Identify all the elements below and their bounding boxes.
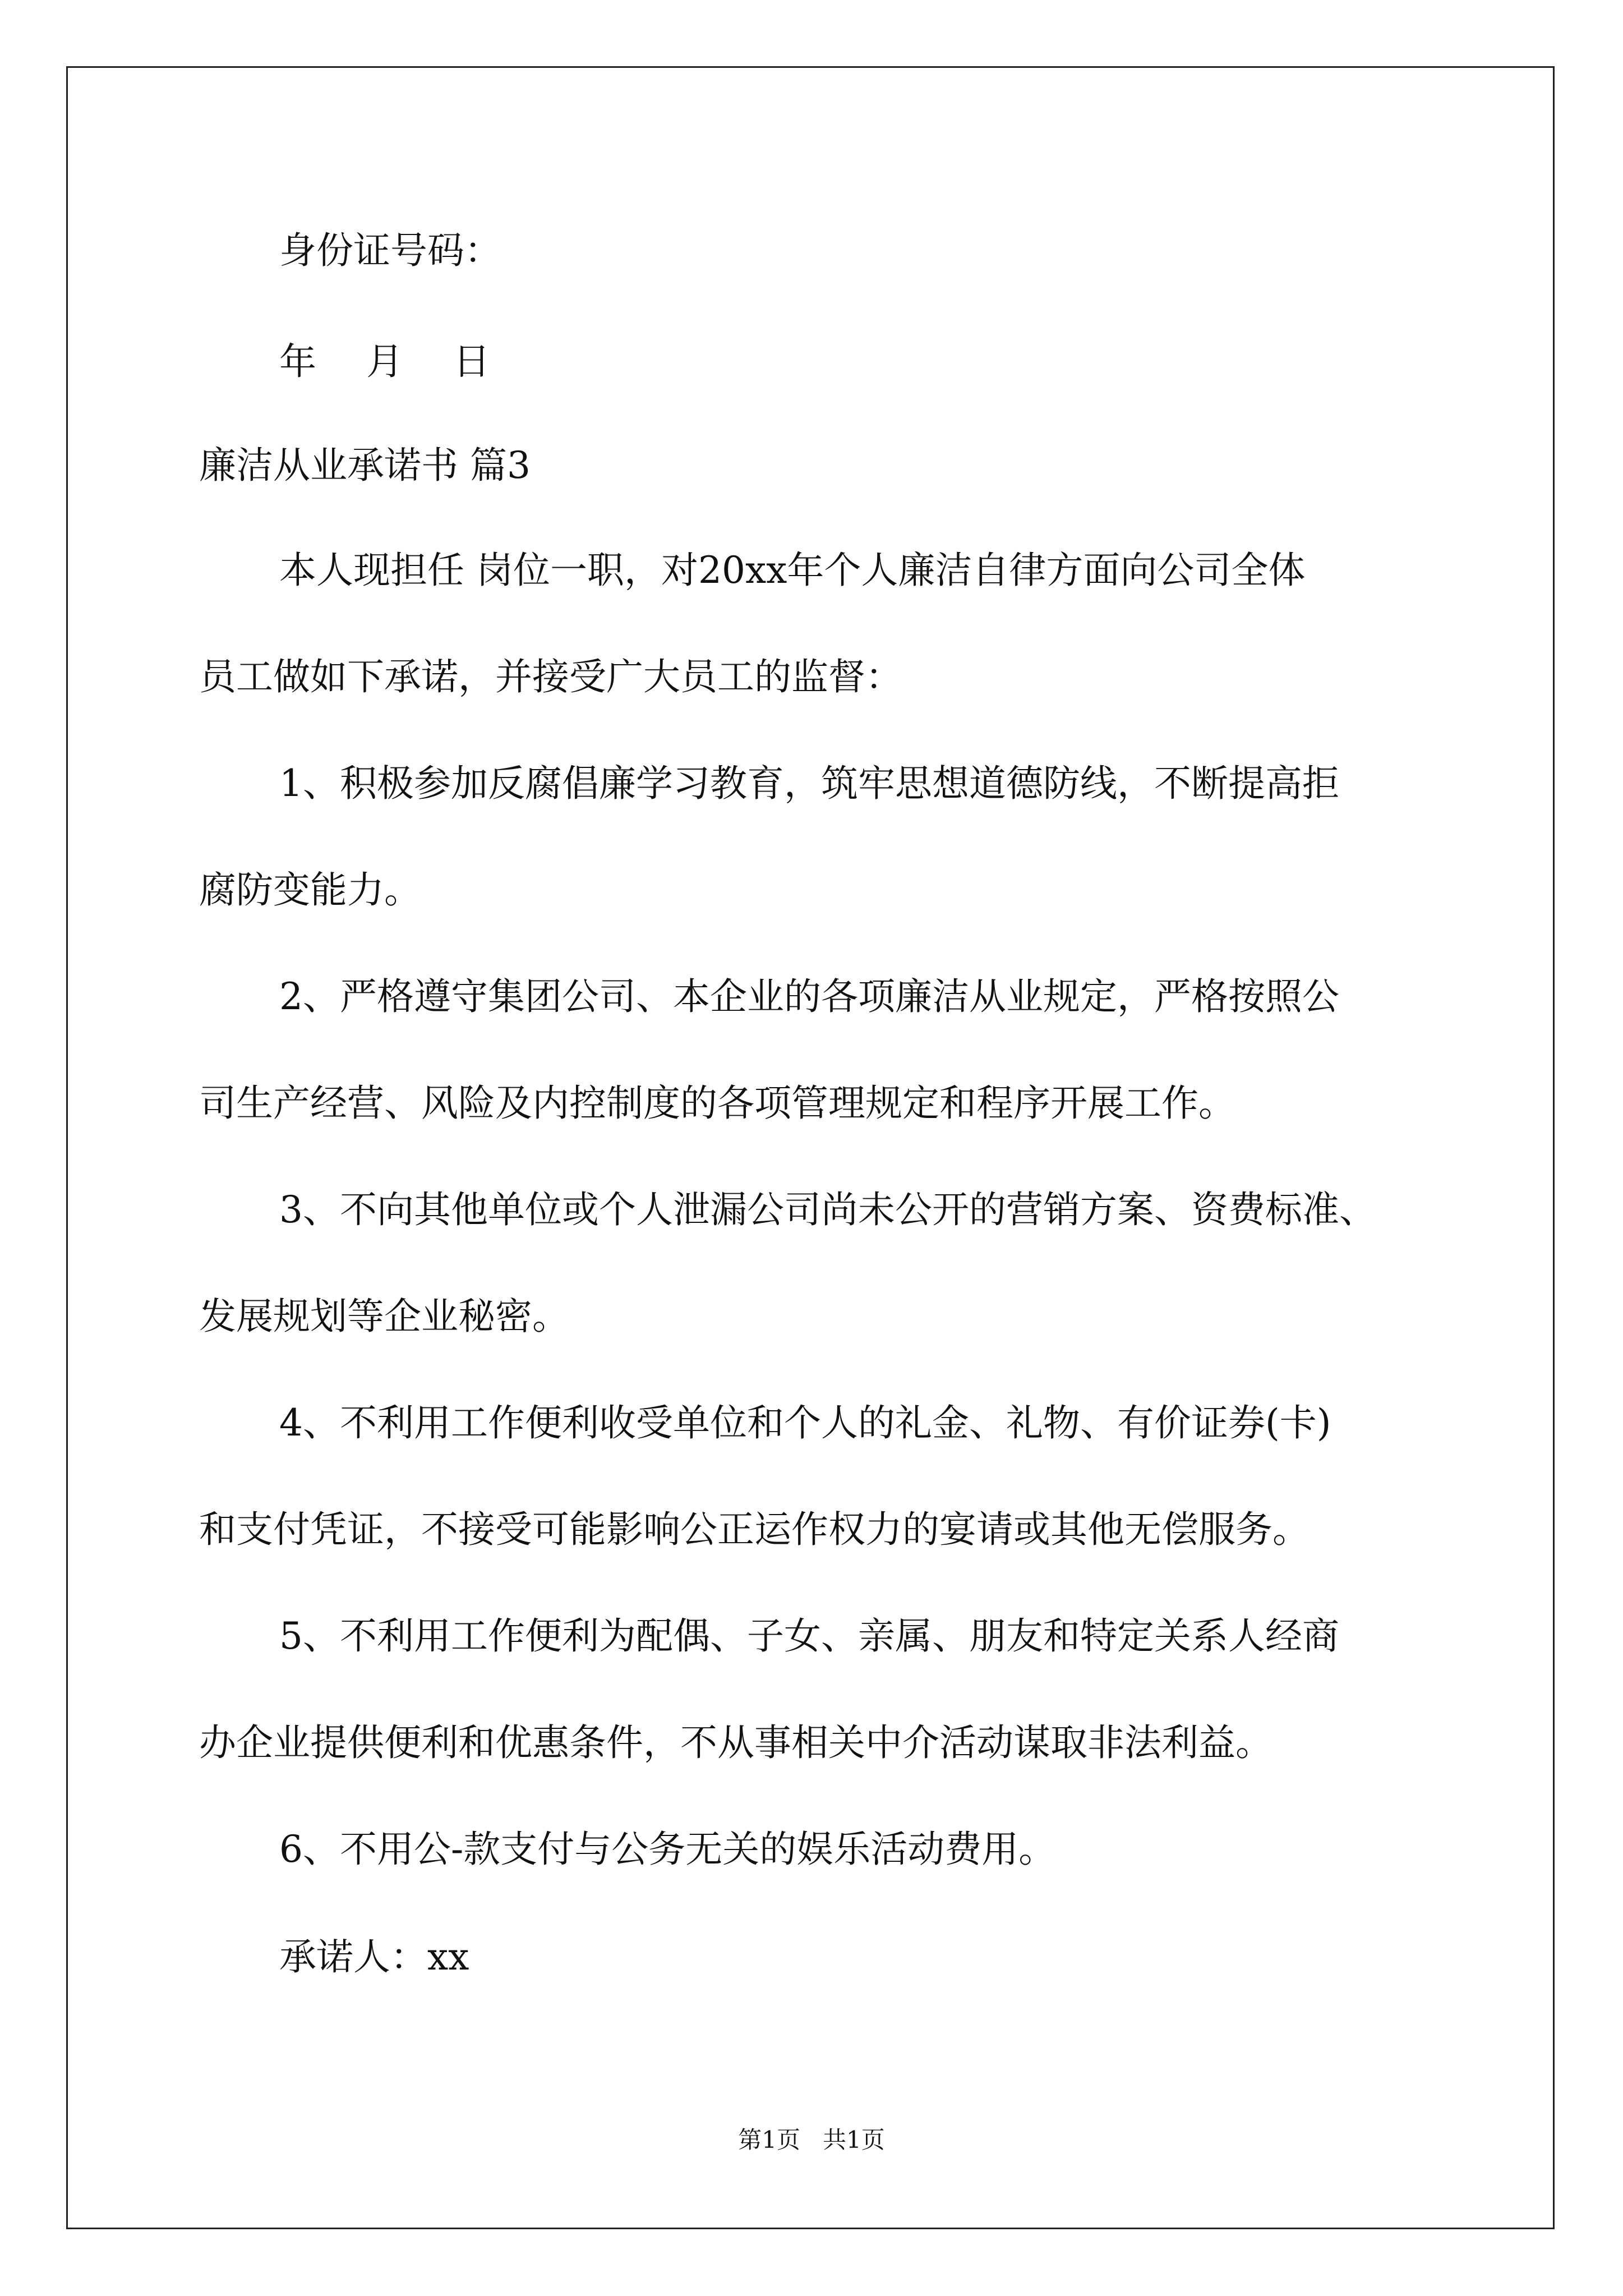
item-5-line-1: 5、不利用工作便利为配偶、子女、亲属、朋友和特定关系人经商 xyxy=(279,1614,1339,1658)
id-number-label: 身份证号码： xyxy=(279,229,501,272)
page-border xyxy=(66,66,1555,2229)
signature-line: 承诺人：xx xyxy=(279,1935,469,1978)
section-heading: 廉洁从业承诺书 篇3 xyxy=(199,444,531,487)
page-indicator: 第1页 共1页 xyxy=(738,2126,885,2154)
intro-line-1: 本人现担任 岗位一职，对20xx年个人廉洁自律方面向公司全体 xyxy=(279,549,1306,592)
item-2-line-1: 2、严格遵守集团公司、本企业的各项廉洁从业规定，严格按照公 xyxy=(279,975,1339,1018)
intro-line-2: 员工做如下承诺，并接受广大员工的监督： xyxy=(199,655,902,698)
item-4-line-2: 和支付凭证，不接受可能影响公正运作权力的宴请或其他无偿服务。 xyxy=(199,1508,1310,1551)
item-3-line-2: 发展规划等企业秘密。 xyxy=(199,1295,569,1338)
item-6-line-1: 6、不用公-款支付与公务无关的娱乐活动费用。 xyxy=(279,1828,1056,1871)
item-5-line-2: 办企业提供便利和优惠条件，不从事相关中介活动谋取非法利益。 xyxy=(199,1721,1272,1764)
item-4-line-1: 4、不利用工作便利收受单位和个人的礼金、礼物、有价证券(卡) xyxy=(279,1401,1331,1444)
item-3-line-1: 3、不向其他单位或个人泄漏公司尚未公开的营销方案、资费标准、 xyxy=(279,1188,1376,1231)
date-placeholder: 年 月 日 xyxy=(279,340,509,383)
item-2-line-2: 司生产经营、风险及内控制度的各项管理规定和程序开展工作。 xyxy=(199,1082,1235,1125)
item-1-line-1: 1、积极参加反腐倡廉学习教育，筑牢思想道德防线，不断提高拒 xyxy=(279,762,1339,805)
item-1-line-2: 腐防变能力。 xyxy=(199,868,421,912)
